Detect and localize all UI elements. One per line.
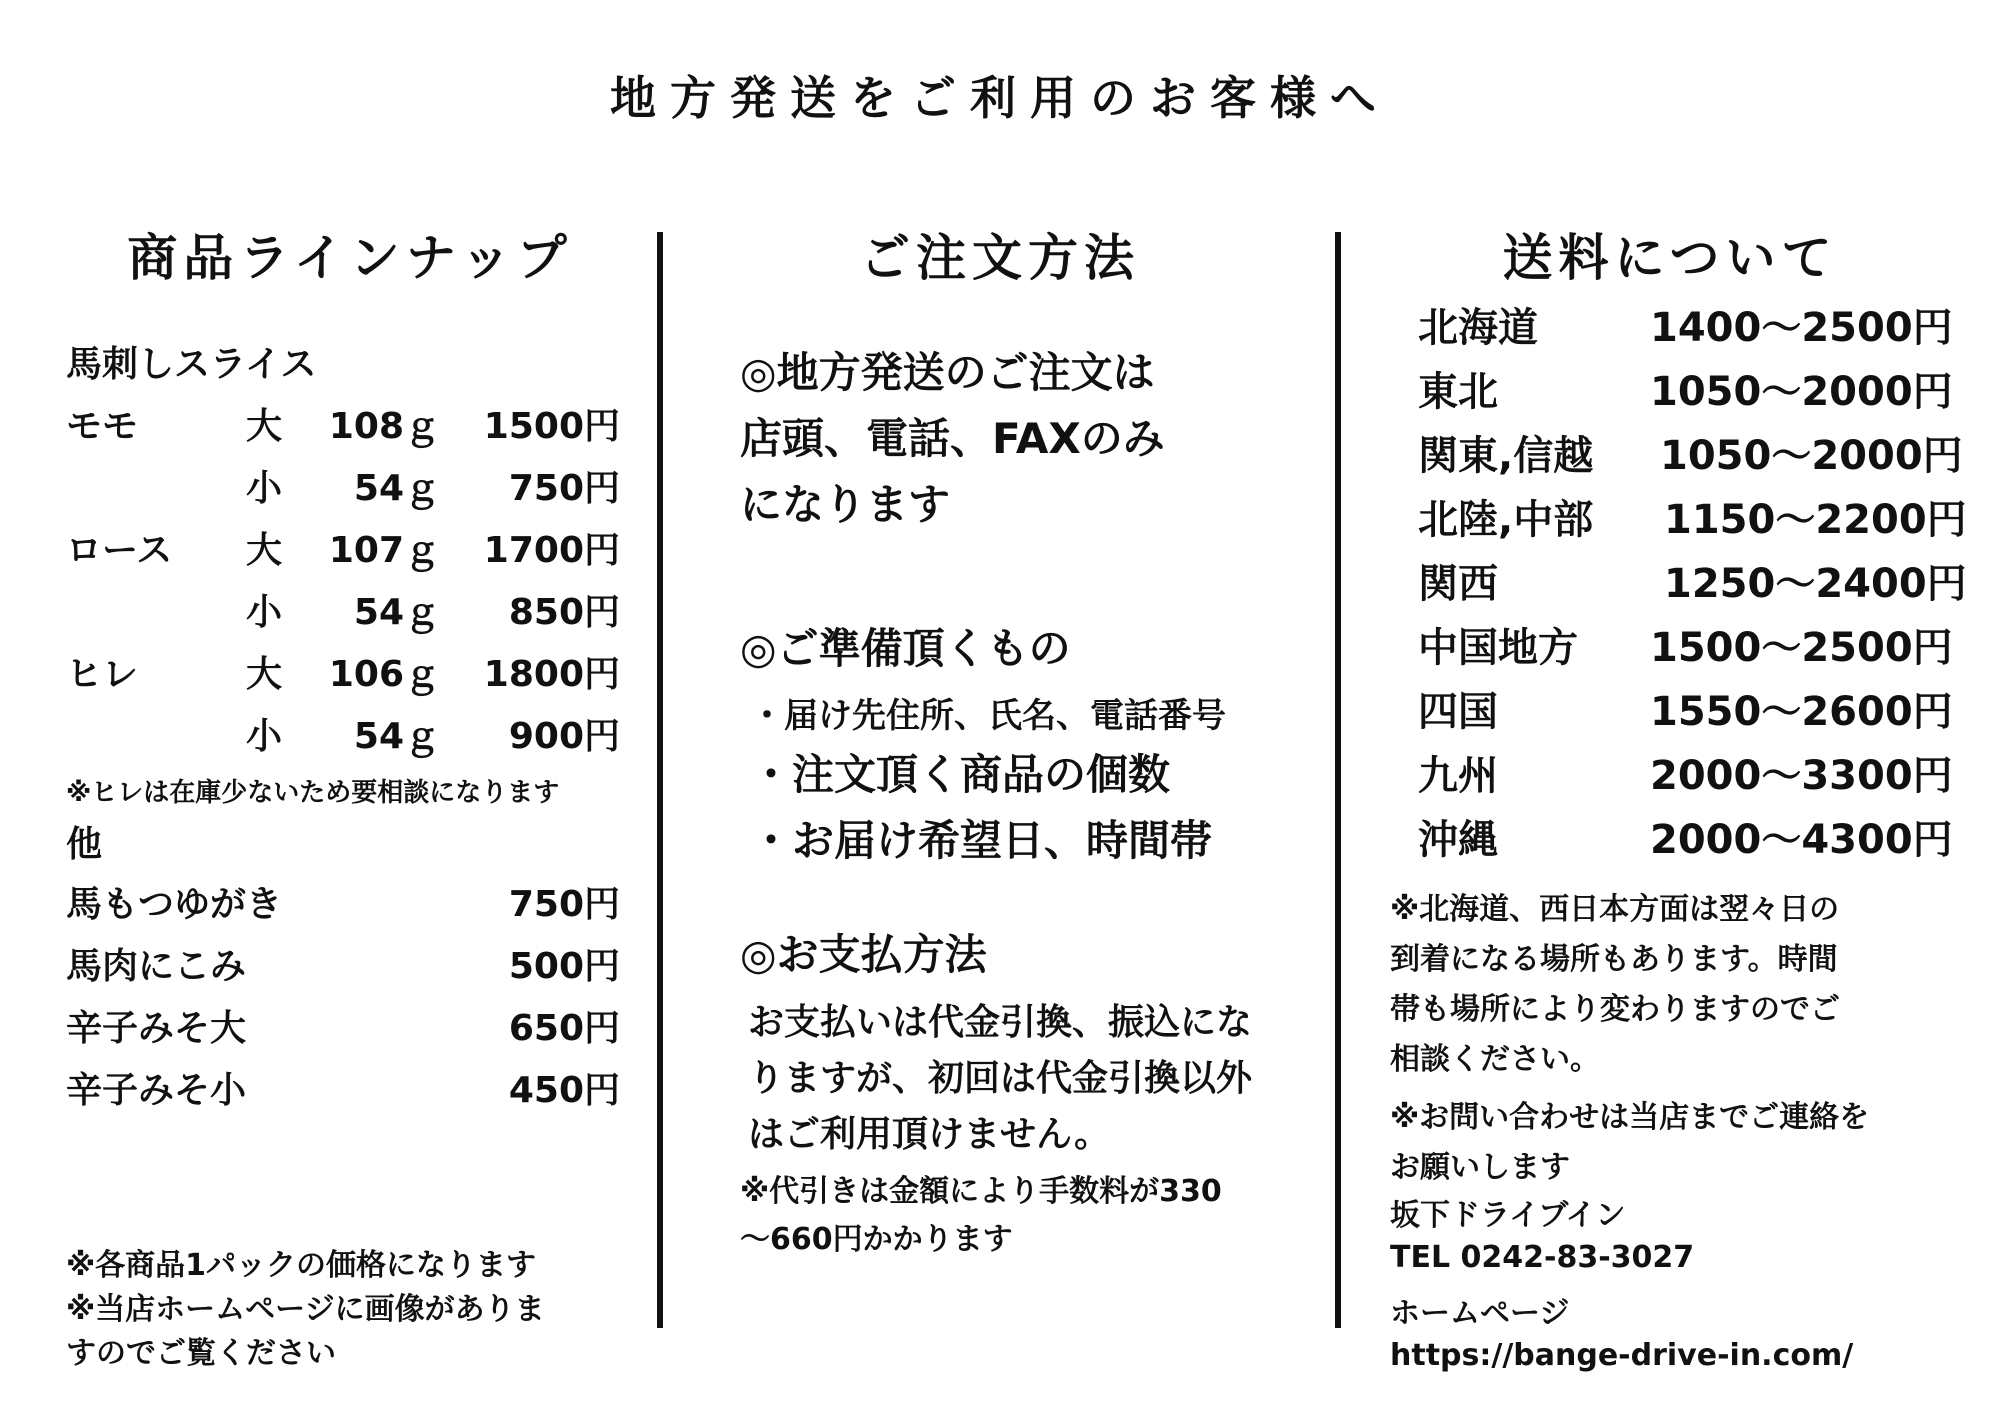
other-product-name: 馬肉にこみ [66,946,247,987]
other-product-price: 750円 [508,884,620,925]
order-methods-text: 店頭、電話、FAXのみ [740,414,1165,463]
homepage-image-note: ※当店ホームページに画像がありま [66,1292,545,1327]
product-size: 小 [246,592,283,633]
shipping-region: 関西 [1418,561,1498,607]
product-weight: 106ｇ [328,654,440,695]
preparation-item: ・お届け希望日、時間帯 [750,816,1213,865]
shipping-price: 1250～2400円 [1664,561,1967,607]
contact-note: ※お問い合わせは当店までご連絡を [1390,1100,1870,1135]
shop-name: 坂下ドライブイン [1390,1198,1626,1233]
products-heading: 商品ラインナップ [127,229,573,287]
product-name: ヒレ [66,654,139,695]
preparation-item: ・注文頂く商品の個数 [750,750,1171,799]
order-methods-text-cont: になります [740,480,951,529]
shipping-region: 九州 [1418,753,1498,799]
fillet-note: ※ヒレは在庫少ないため要相談になります [66,778,560,808]
product-weight: 107ｇ [328,530,440,571]
shipping-heading: 送料について [1502,229,1838,287]
payment-section-title: ◎お支払方法 [740,930,987,979]
column-divider-right [1335,232,1341,1328]
shipping-price: 1050～2000円 [1660,433,1963,479]
product-price: 1800円 [483,654,620,695]
product-size: 大 [246,406,283,447]
product-category: 馬刺しスライス [66,344,317,385]
shipping-region: 関東,信越 [1418,433,1594,479]
shipping-price: 1550～2600円 [1650,689,1953,735]
delivery-note-cont: 相談ください。 [1390,1042,1600,1077]
other-product-name: 辛子みそ小 [66,1070,247,1111]
shipping-region: 中国地方 [1418,625,1578,671]
other-product-price: 650円 [508,1008,620,1049]
product-name: モモ [66,406,139,447]
product-size: 大 [246,654,283,695]
other-product-price: 500円 [508,946,620,987]
product-price: 850円 [508,592,620,633]
page-title: 地方発送をご利用のお客様へ [610,71,1390,125]
product-weight: 54ｇ [353,716,440,757]
shipping-region: 東北 [1418,369,1498,415]
cod-fee-note: ※代引きは金額により手数料が330 [740,1174,1222,1209]
contact-note-cont: お願いします [1390,1150,1570,1185]
column-divider-left [657,232,663,1328]
shipping-region: 四国 [1418,689,1498,735]
other-heading: 他 [66,824,103,865]
product-weight: 108ｇ [328,406,440,447]
shipping-region: 沖縄 [1418,817,1498,863]
product-name: ロース [66,530,173,571]
other-product-name: 馬もつゆがき [66,884,283,925]
shop-phone: TEL 0242-83-3027 [1390,1240,1695,1275]
payment-text-cont: はご利用頂けません。 [748,1114,1111,1155]
other-product-price: 450円 [508,1070,620,1111]
preparation-section-title: ◎ご準備頂くもの [740,624,1071,673]
shipping-price: 2000～3300円 [1650,753,1953,799]
preparation-item: ・届け先住所、氏名、電話番号 [750,696,1226,736]
delivery-note-cont: 到着になる場所もあります。時間 [1390,942,1838,977]
homepage-image-note-cont: すのでご覧ください [66,1336,336,1371]
homepage-url: https://bange-drive-in.com/ [1390,1338,1854,1373]
delivery-note: ※北海道、西日本方面は翌々日の [1390,892,1840,927]
other-product-name: 辛子みそ大 [66,1008,247,1049]
shipping-price: 2000～4300円 [1650,817,1953,863]
shipping-region: 北陸,中部 [1418,497,1594,543]
payment-text: お支払いは代金引換、振込にな [748,1002,1253,1043]
shipping-price: 1400～2500円 [1650,305,1953,351]
shipping-price: 1150～2200円 [1664,497,1967,543]
product-price: 1500円 [483,406,620,447]
product-price: 750円 [508,468,620,509]
product-size: 大 [246,530,283,571]
delivery-note-cont: 帯も場所により変わりますのでご [1390,992,1840,1027]
pack-price-note: ※各商品1パックの価格になります [66,1248,537,1283]
order-section-title: ◎地方発送のご注文は [740,348,1155,397]
ordering-heading: ご注文方法 [860,229,1140,287]
product-weight: 54ｇ [353,592,440,633]
shipping-price: 1500～2500円 [1650,625,1953,671]
product-size: 小 [246,468,283,509]
payment-text-cont: りますが、初回は代金引換以外 [748,1058,1253,1099]
shipping-region: 北海道 [1418,305,1538,351]
cod-fee-note-cont: ～660円かかります [740,1222,1013,1257]
homepage-label: ホームページ [1390,1296,1570,1331]
product-price: 1700円 [483,530,620,571]
product-size: 小 [246,716,283,757]
product-weight: 54ｇ [353,468,440,509]
product-price: 900円 [508,716,620,757]
shipping-price: 1050～2000円 [1650,369,1953,415]
